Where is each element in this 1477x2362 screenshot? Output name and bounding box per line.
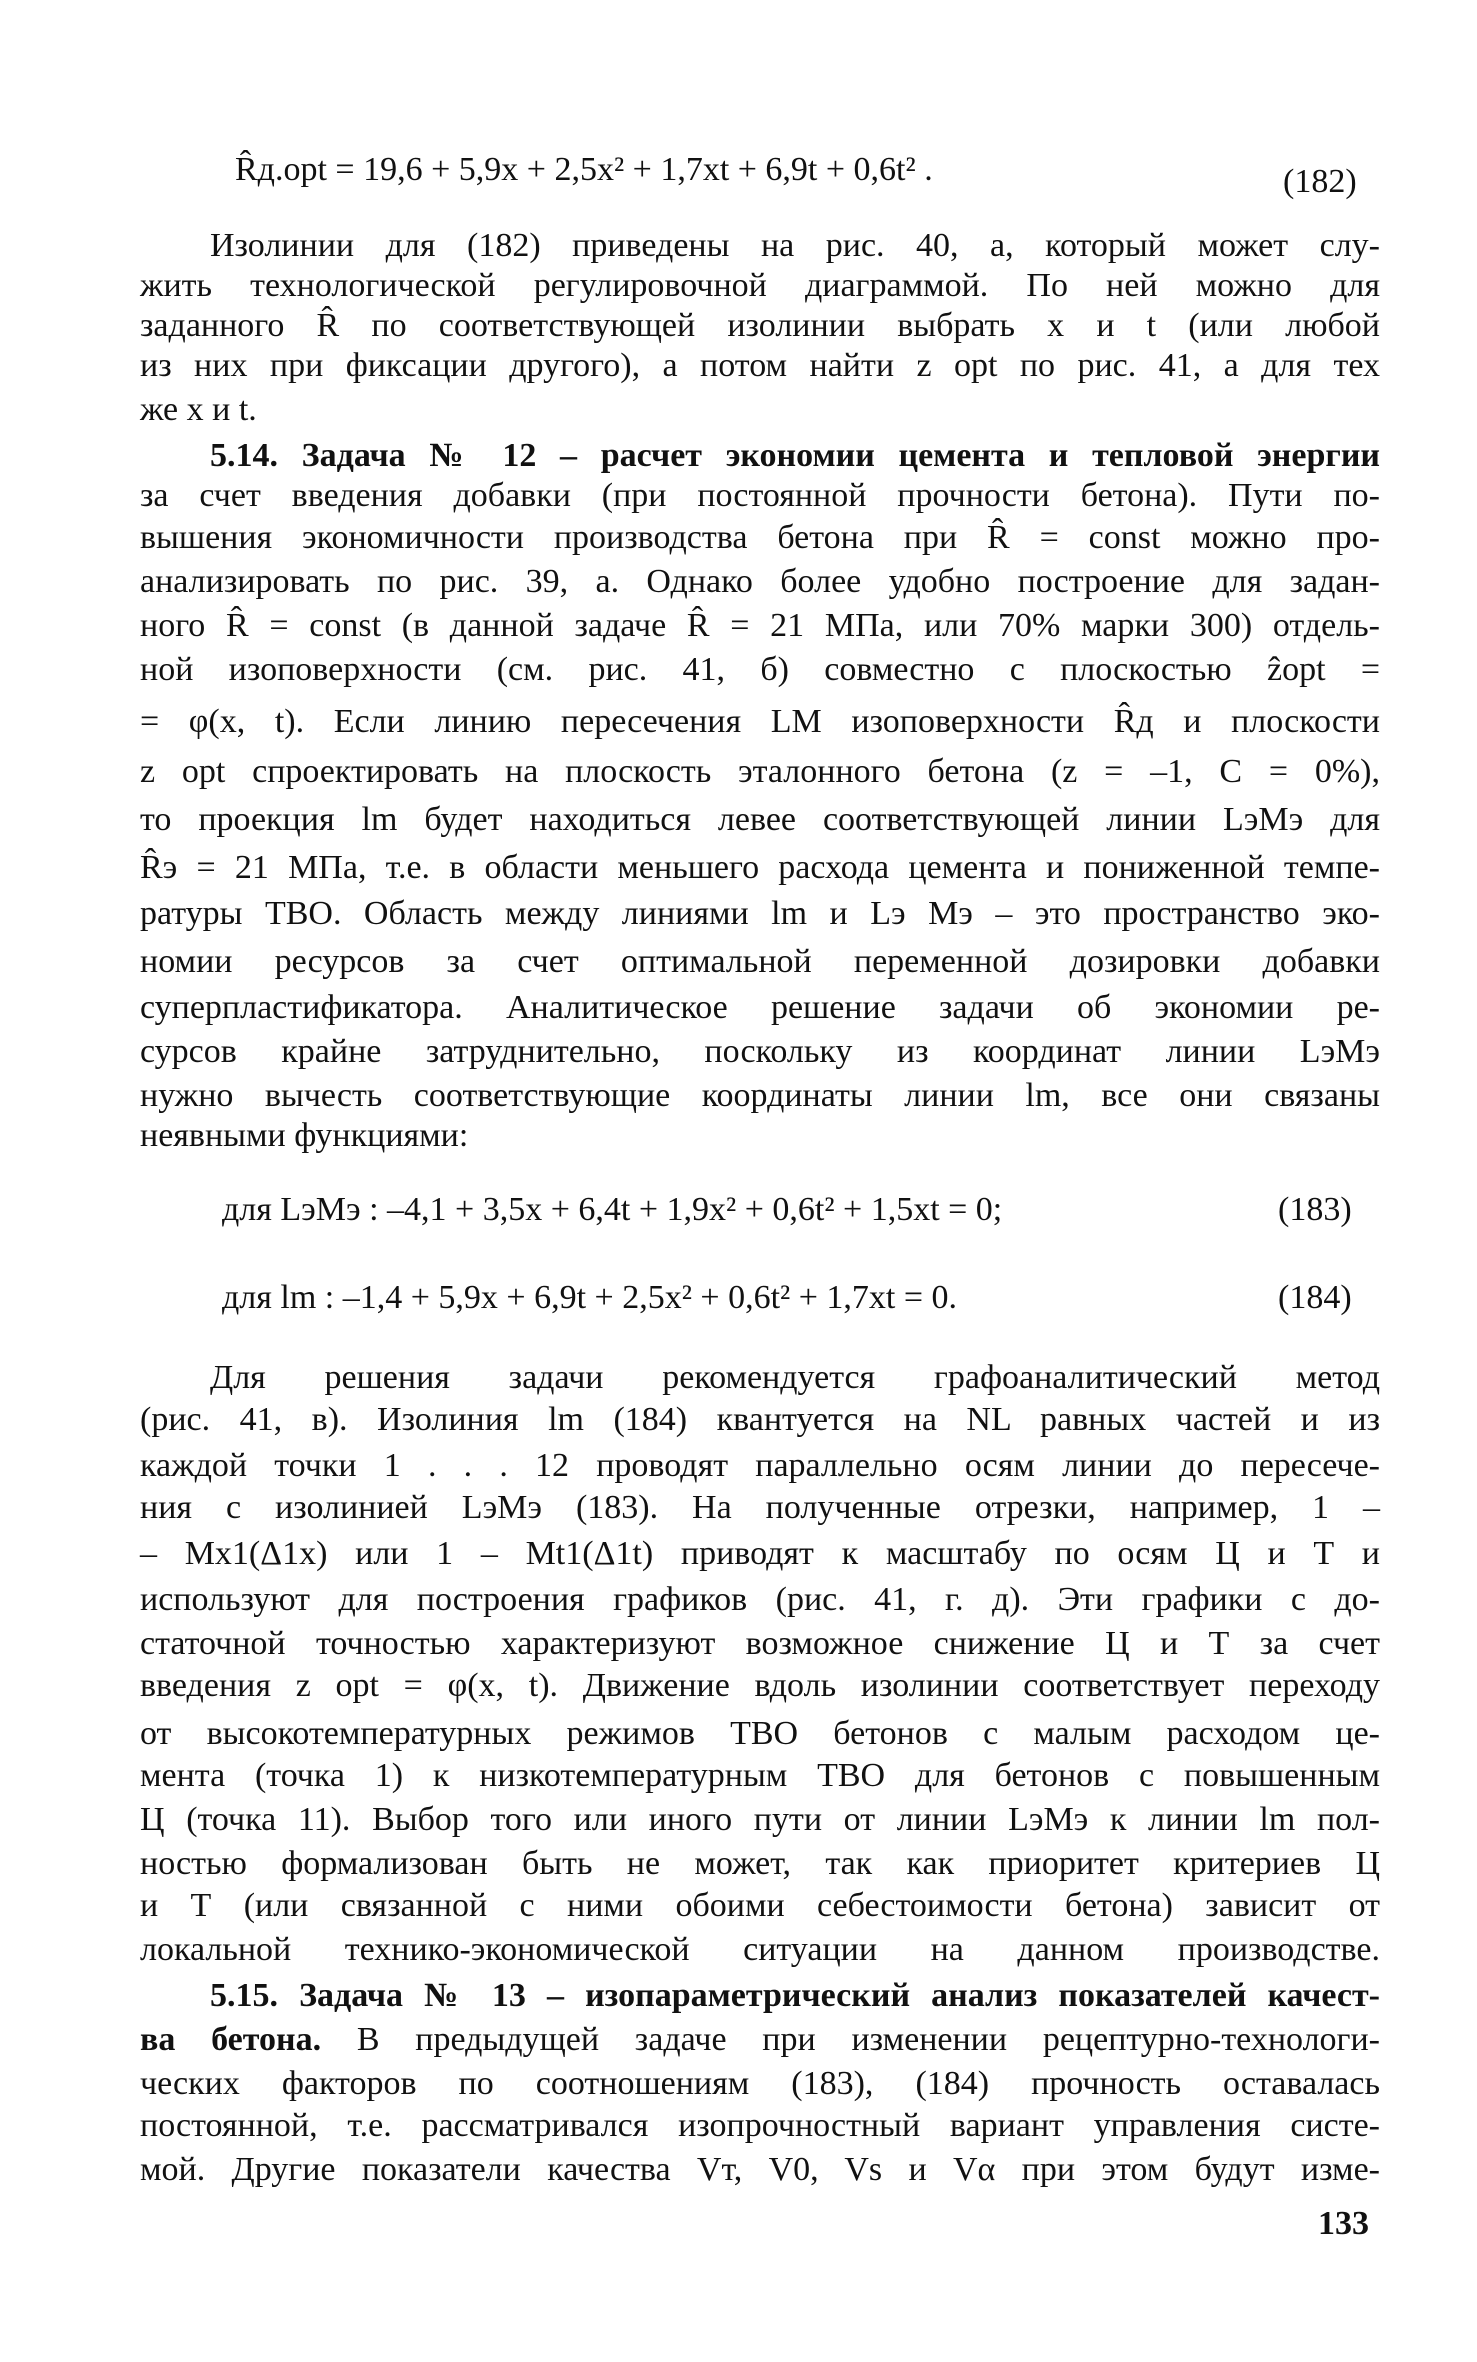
text-line: – Mx1(Δ1x) или 1 – Mt1(Δ1t) приводят к масштабу по осям Ц и Т и — [140, 1535, 1380, 1572]
text-line: же x и t. — [140, 391, 257, 428]
formula-184-number: (184) — [1278, 1279, 1352, 1316]
text-line: R̂э = 21 МПа, т.е. в области меньшего расхода цемента и пониженной темпе- — [140, 849, 1380, 886]
formula-183-number: (183) — [1278, 1191, 1352, 1228]
text-line: ностью формализован быть не может, так как приоритет критериев Ц — [140, 1845, 1380, 1882]
text-line: Изолинии для (182) приведены на рис. 40, а, который может слу- — [210, 227, 1380, 264]
text-line: из них при фиксации другого), а потом найти z opt по рис. 41, а для тех — [140, 347, 1380, 384]
text-line: = φ(x, t). Если линию пересечения LM изоповерхности R̂д и плоскости — [140, 703, 1380, 740]
text-line: и Т (или связанной с ними обоими себестоимости бетона) зависит от — [140, 1887, 1380, 1924]
text-line: используют для построения графиков (рис. 41, г. д). Эти графики с до- — [140, 1581, 1380, 1618]
text-line: то проекция lm будет находиться левее соответствующей линии LэMэ для — [140, 801, 1380, 838]
text-line: ва бетона. В предыдущей задаче при изменении рецептурно-технологи- — [140, 2021, 1381, 2058]
text-line: мой. Другие показатели качества Vт, V0, Vs и Vα при этом будут изме- — [140, 2151, 1380, 2188]
text-line: (рис. 41, в). Изолиния lm (184) квантуется на NL равных частей и из — [140, 1401, 1380, 1438]
page-number: 133 — [1318, 2205, 1369, 2242]
text-line: ния с изолинией LэMэ (183). На полученные отрезки, например, 1 – — [140, 1489, 1380, 1526]
text-line: суперпластификатора. Аналитическое решение задачи об экономии ре- — [140, 989, 1380, 1026]
text-line: ной изоповерхности (см. рис. 41, б) совместно с плоскостью ẑopt = — [140, 651, 1380, 688]
text-line: каждой точки 1 . . . 12 проводят параллельно осям линии до пересече- — [140, 1447, 1380, 1484]
text-line: жить технологической регулировочной диаграммой. По ней можно для — [140, 267, 1380, 304]
text-line: сурсов крайне затруднительно, поскольку из координат линии LэMэ — [140, 1033, 1380, 1070]
formula-184: для lm : –1,4 + 5,9x + 6,9t + 2,5x² + 0,6t² + 1,7xt = 0. — [222, 1279, 958, 1316]
text-line: постоянной, т.е. рассматривался изопрочностный вариант управления систе- — [140, 2107, 1380, 2144]
text-line: ратуры ТВО. Область между линиями lm и Lэ Mэ – это пространство эко- — [140, 895, 1380, 932]
text-line: Для решения задачи рекомендуется графоаналитический метод — [210, 1359, 1380, 1396]
text-line: z opt спроектировать на плоскость эталонного бетона (z = –1, C = 0%), — [140, 753, 1380, 790]
section-5-15-heading: 5.15. Задача № 13 – изопараметрический анализ показателей качест- — [210, 1977, 1380, 2014]
text-line: анализировать по рис. 39, а. Однако более удобно построение для задан- — [140, 563, 1380, 600]
text-line: вышения экономичности производства бетона при R̂ = const можно про- — [140, 519, 1380, 556]
text-line: от высокотемпературных режимов ТВО бетонов с малым расходом це- — [140, 1715, 1380, 1752]
text-line: неявными функциями: — [140, 1117, 469, 1154]
text-line: локальной технико-экономической ситуации на данном производстве. — [140, 1931, 1380, 1968]
text-line: за счет введения добавки (при постоянной прочности бетона). Пути по- — [140, 477, 1380, 514]
text-line: нужно вычесть соответствующие координаты линии lm, все они связаны — [140, 1077, 1380, 1114]
text-line: ного R̂ = const (в данной задаче R̂ = 21 МПа, или 70% марки 300) отдель- — [140, 607, 1380, 644]
text-line: введения z opt = φ(x, t). Движение вдоль изолинии соответствует переходу — [140, 1667, 1380, 1704]
text-line: заданного R̂ по соответствующей изолинии выбрать x и t (или любой — [140, 307, 1380, 344]
text-line: Ц (точка 11). Выбор того или иного пути от линии LэMэ к линии lm пол- — [140, 1801, 1380, 1838]
section-5-14-heading: 5.14. Задача № 12 – расчет экономии цемента и тепловой энергии — [210, 437, 1380, 474]
text-line: мента (точка 1) к низкотемпературным ТВО для бетонов с повышенным — [140, 1757, 1380, 1794]
text-line: ческих факторов по соотношениям (183), (184) прочность оставалась — [140, 2065, 1380, 2102]
text-line: номии ресурсов за счет оптимальной переменной дозировки добавки — [140, 943, 1380, 980]
formula-182: R̂д.opt = 19,6 + 5,9x + 2,5x² + 1,7xt + 6,9t + 0,6t² . — [235, 151, 933, 188]
formula-183: для LэMэ : –4,1 + 3,5x + 6,4t + 1,9x² + 0,6t² + 1,5xt = 0; — [222, 1191, 1003, 1228]
text-line: статочной точностью характеризуют возможное снижение Ц и Т за счет — [140, 1625, 1380, 1662]
formula-182-number: (182) — [1283, 163, 1357, 200]
